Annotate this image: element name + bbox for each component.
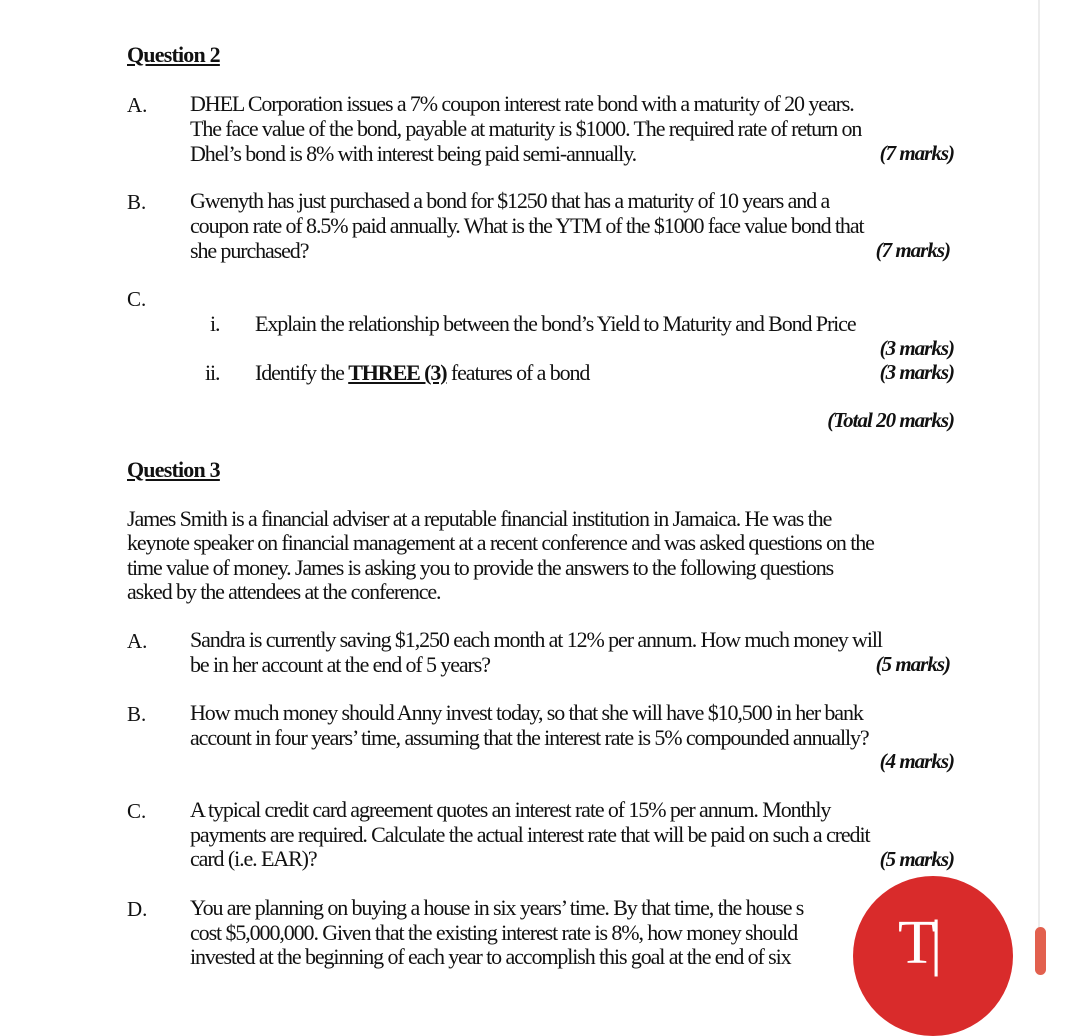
q2-c-ii-pre: Identify the xyxy=(255,360,349,385)
q2-b-line-2: coupon rate of 8.5% paid annually. What is the YTM of the $1000 face value bond that xyxy=(190,213,864,238)
q3-b-line-1: How much money should Anny invest today, so that she will have $10,500 in her bank xyxy=(190,700,863,725)
q3-c-marks: (5 marks) xyxy=(879,847,954,871)
q2-c-ii-emphasis: THREE (3) xyxy=(348,360,447,385)
q3-d-line-3: invested at the beginning of each year to accomplish this goal at the end of six xyxy=(190,944,791,969)
question-2-title: Question 2 xyxy=(127,42,220,67)
q3-a-letter: A. xyxy=(127,629,148,653)
q2-a-marks: (7 marks) xyxy=(879,141,954,165)
q2-b-letter: B. xyxy=(127,190,147,214)
q3-intro-line-1: James Smith is a financial adviser at a reputable financial institution in Jamaica. He was the xyxy=(127,506,832,531)
q2-a-letter: A. xyxy=(127,93,148,117)
q2-c-ii-number: ii. xyxy=(205,360,220,385)
q3-d-line-2: cost $5,000,000. Given that the existing interest rate is 8%, how money should xyxy=(190,920,798,945)
q2-b-line-1: Gwenyth has just purchased a bond for $1250 that has a maturity of 10 years and a xyxy=(190,188,830,213)
q3-intro-line-4: asked by the attendees at the conference. xyxy=(127,579,441,604)
page-edge xyxy=(1038,0,1040,969)
q3-a-line-2: be in her account at the end of 5 years? xyxy=(190,652,490,677)
q3-c-line-1: A typical credit card agreement quotes an interest rate of 15% per annum. Monthly xyxy=(190,797,831,822)
q2-total-marks: (Total 20 marks) xyxy=(827,408,954,432)
q3-intro-line-3: time value of money. James is asking you to provide the answers to the following questions xyxy=(127,555,834,580)
q2-a-line-3: Dhel’s bond is 8% with interest being paid semi-annually. xyxy=(190,141,637,166)
q3-d-letter: D. xyxy=(127,897,148,921)
scrollbar-thumb[interactable] xyxy=(1035,927,1046,975)
q3-c-letter: C. xyxy=(127,799,147,823)
q3-d-line-1: You are planning on buying a house in six years’ time. By that time, the house s xyxy=(190,895,804,920)
q2-c-ii-text xyxy=(255,361,589,386)
q2-b-marks: (7 marks) xyxy=(875,238,950,262)
q2-c-ii-post: features of a bond xyxy=(446,360,590,385)
q2-c-i-text: Explain the relationship between the bond’s Yield to Maturity and Bond Price xyxy=(255,311,856,336)
q2-c-i-marks: (3 marks) xyxy=(879,336,954,360)
q2-a-line-2: The face value of the bond, payable at maturity is $1000. The required rate of return on xyxy=(190,116,862,141)
q3-b-letter: B. xyxy=(127,702,147,726)
q3-c-line-3: card (i.e. EAR)? xyxy=(190,846,317,871)
q2-b-line-3: she purchased? xyxy=(190,238,309,263)
text-tool-icon: T| xyxy=(898,909,937,977)
q3-b-marks: (4 marks) xyxy=(879,749,954,773)
q2-c-ii-marks: (3 marks) xyxy=(879,360,954,384)
q3-a-marks: (5 marks) xyxy=(875,652,950,676)
q2-c-i-number: i. xyxy=(210,311,220,336)
q3-c-line-2: payments are required. Calculate the actual interest rate that will be paid on such a credit xyxy=(190,822,870,847)
question-3-title: Question 3 xyxy=(127,457,220,482)
q2-a-line-1: DHEL Corporation issues a 7% coupon interest rate bond with a maturity of 20 years. xyxy=(190,91,854,116)
q3-intro-line-2: keynote speaker on financial management at a recent conference and was asked questions on the xyxy=(127,530,874,555)
q2-c-letter: C. xyxy=(127,287,147,311)
q3-a-line-1: Sandra is currently saving $1,250 each month at 12% per annum. How much money will xyxy=(190,627,882,652)
q3-b-line-2: account in four years’ time, assuming that the interest rate is 5% compounded annually? xyxy=(190,725,869,750)
